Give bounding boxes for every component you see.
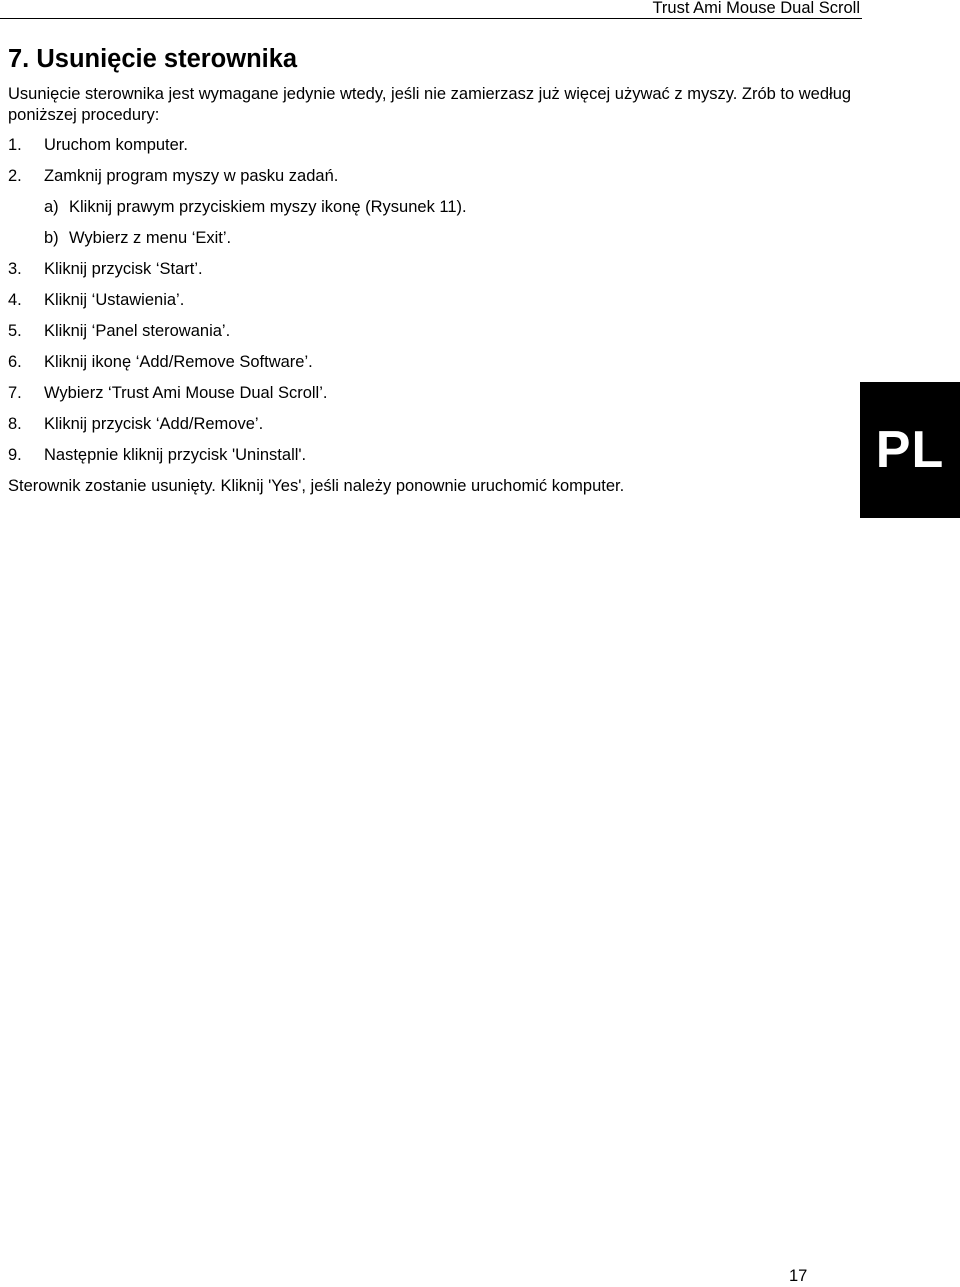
step-number: 7. [8,384,22,402]
list-item [8,135,188,156]
list-item [8,352,313,373]
step-text: Kliknij przycisk ‘Start’. [44,260,203,278]
intro-paragraph: Usunięcie sterownika jest wymagane jedynie wtedy, jeśli nie zamierzasz już więcej używać z myszy. Zrób to według poniższej procedury: [8,85,852,124]
step-number: 2. [8,167,22,185]
language-tab: PL [860,382,960,518]
step-text: Kliknij ikonę ‘Add/Remove Software’. [44,353,313,371]
list-item [8,259,203,280]
closing-paragraph: Sterownik zostanie usunięty. Kliknij 'Yes', jeśli należy ponownie uruchomić komputer. [8,477,625,495]
page-number: 17 [789,1267,808,1285]
header-divider [0,18,862,19]
step-number: 3. [8,260,22,278]
list-item [8,383,327,404]
step-number: 9. [8,446,22,464]
substep-letter: b) [44,229,59,247]
step-text: Kliknij prawym przyciskiem myszy ikonę (Rysunek 11). [69,198,467,216]
step-number: 6. [8,353,22,371]
step-text: Kliknij przycisk ‘Add/Remove’. [44,415,264,433]
step-text: Wybierz z menu ‘Exit’. [69,229,232,247]
step-number: 4. [8,291,22,309]
step-text: Następnie kliknij przycisk 'Uninstall'. [44,446,307,464]
section-title: 7. Usunięcie sterownika [8,45,298,73]
step-text: Kliknij ‘Ustawienia’. [44,291,185,309]
step-text: Uruchom komputer. [44,136,188,154]
list-item [8,321,230,342]
list-item [8,166,338,187]
step-number: 5. [8,322,22,340]
list-item [44,228,231,249]
step-text: Kliknij ‘Panel sterowania’. [44,322,231,340]
header-product-title: Trust Ami Mouse Dual Scroll [652,0,860,17]
list-item [44,197,467,218]
step-text: Zamknij program myszy w pasku zadań. [44,167,339,185]
step-text: Wybierz ‘Trust Ami Mouse Dual Scroll’. [44,384,328,402]
step-number: 1. [8,136,22,154]
substep-letter: a) [44,198,59,216]
step-number: 8. [8,415,22,433]
list-item [8,445,306,466]
list-item [8,414,263,435]
list-item [8,290,184,311]
